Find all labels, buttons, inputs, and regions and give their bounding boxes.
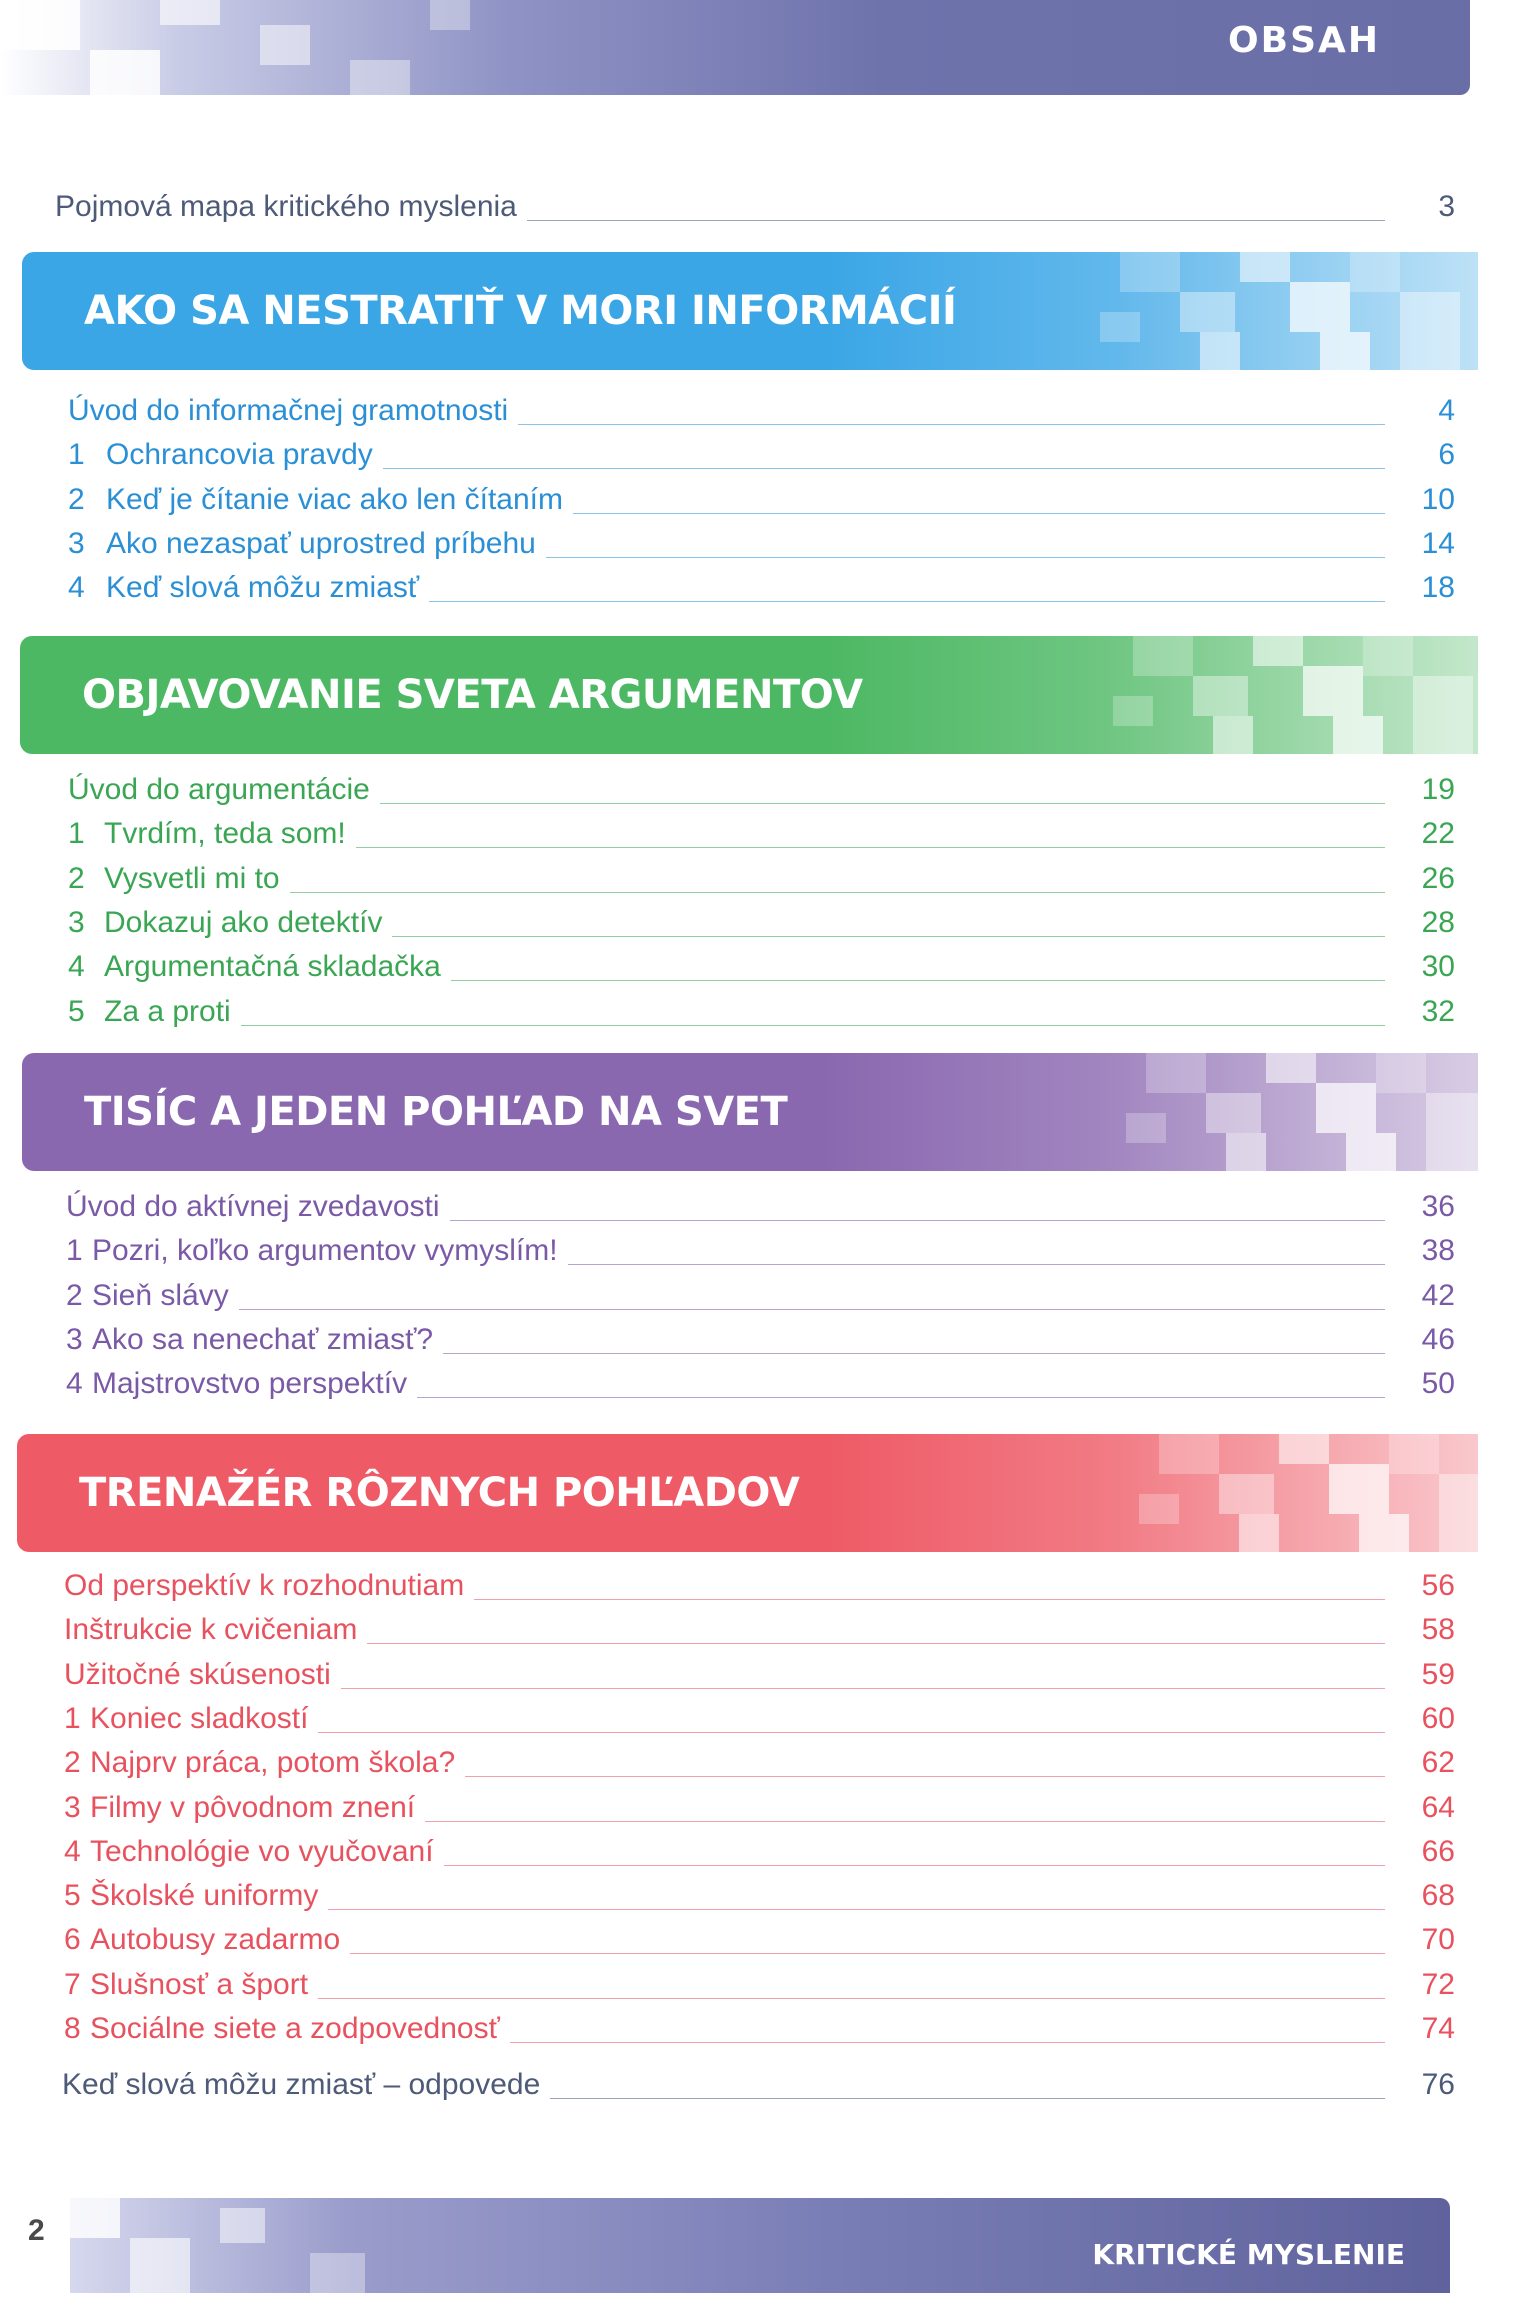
toc-leader-line [124,892,1385,893]
toc-entry[interactable] [0,1569,1531,1613]
banner-pixel-decoration [1219,1474,1274,1514]
page-title: OBSAH [1228,20,1380,61]
section-banner [22,252,1478,370]
toc-entry-page: 36 [1421,1190,1455,1223]
toc-entry-label: Úvod do aktívnej zvedavosti [66,1190,450,1224]
banner-pixel-decoration [1389,1434,1439,1474]
banner-pixel-decoration [1333,716,1383,754]
toc-leader-line [112,1309,1385,1310]
banner-pixel-decoration [1226,1133,1266,1171]
toc-entry-number: 1 [68,817,85,851]
toc-entry-page: 38 [1421,1234,1455,1268]
toc-entry-page: 4 [1438,394,1455,427]
toc-entry-label: Autobusy zadarmo [90,1923,350,1957]
toc-entry-page: 19 [1421,773,1455,806]
toc-entry-number: 5 [68,994,85,1028]
toc-entry-number: 4 [68,571,85,605]
toc-entry[interactable] [0,190,1531,234]
toc-entry-label: Sociálne siete a zodpovednosť [90,2012,510,2046]
toc-entry[interactable] [0,1658,1531,1702]
toc-entry-page: 68 [1421,1879,1455,1913]
banner-pixel-decoration [1206,1093,1261,1133]
toc-entry[interactable] [0,817,1531,861]
toc-entry[interactable] [0,1835,1531,1879]
toc-entry-label: Sieň slávy [92,1279,239,1313]
toc-entry-page: 72 [1421,1967,1455,2001]
toc-entry-number: 4 [66,1367,83,1401]
toc-entry-label: Dokazuj ako detektív [104,906,392,940]
toc-entry-label: Za a proti [104,995,241,1029]
toc-entry-number: 3 [64,1790,81,1824]
banner-pixel-decoration [1213,716,1253,754]
banner-pixel-decoration [1439,1474,1478,1552]
toc-entry-page: 14 [1421,526,1455,560]
toc-entry[interactable] [0,1791,1531,1835]
toc-entry-page: 56 [1421,1569,1455,1602]
toc-entry-number: 5 [64,1879,81,1913]
toc-entry-label: Od perspektív k rozhodnutiam [64,1569,474,1603]
toc-entry[interactable] [0,906,1531,950]
toc-entry-number: 6 [64,1923,81,1957]
toc-entry-page: 59 [1421,1657,1455,1691]
toc-entry[interactable] [0,1702,1531,1746]
toc-entry-page: 70 [1421,1923,1455,1957]
toc-entry-page: 64 [1421,1790,1455,1824]
banner-pixel-decoration [1113,696,1153,726]
toc-entry-number: 1 [66,1234,83,1268]
toc-entry-page: 30 [1421,950,1455,984]
toc-entry[interactable] [0,1323,1531,1367]
toc-entry[interactable] [0,438,1531,482]
toc-entry-label: Argumentačná skladačka [104,950,451,984]
toc-entry-label: Školské uniformy [90,1879,328,1913]
section-title: TISÍC A JEDEN POHĽAD NA SVET [84,1089,788,1135]
toc-entry-label: Úvod do argumentácie [68,773,380,807]
banner-pixel-decoration [1426,1093,1478,1171]
toc-leader-line [124,1025,1385,1026]
toc-entry-number: 1 [68,438,85,472]
banner-pixel-decoration [1346,1133,1396,1171]
toc-entry-number: 3 [68,526,85,560]
page-number: 2 [28,2214,45,2247]
banner-pixel-decoration [1139,1494,1179,1524]
toc-entry-label: Ochrancovia pravdy [106,438,383,472]
banner-pixel-decoration [1126,1113,1166,1143]
toc-entry[interactable] [0,862,1531,906]
toc-entry[interactable] [0,1746,1531,1790]
banner-pixel-decoration [1146,1053,1206,1093]
toc-entry-label: Pozri, koľko argumentov vymyslím! [92,1234,568,1268]
toc-entry-label: Koniec sladkostí [90,1702,318,1736]
banner-pixel-decoration [1239,1514,1279,1552]
toc-entry-label: Ako nezaspať uprostred príbehu [106,527,546,561]
toc-entry-number: 7 [64,1967,81,2001]
toc-entry[interactable] [0,995,1531,1039]
toc-entry-label: Najprv práca, potom škola? [90,1746,465,1780]
banner-pixel-decoration [1413,676,1473,754]
toc-entry[interactable] [0,1190,1531,1234]
toc-entry[interactable] [0,2012,1531,2056]
toc-entry[interactable] [0,2068,1531,2112]
toc-entry[interactable] [0,773,1531,817]
toc-entry[interactable] [0,571,1531,615]
section-banner [20,636,1478,754]
section-title: TRENAŽÉR RÔZNYCH POHĽADOV [79,1470,800,1516]
toc-entry-label: Keď slová môžu zmiasť [106,571,429,605]
toc-entry-page: 60 [1421,1701,1455,1735]
toc-entry-label: Úvod do informačnej gramotnosti [68,394,518,428]
toc-entry-page: 28 [1421,905,1455,939]
toc-entry-label: Vysvetli mi to [104,862,290,896]
banner-pixel-decoration [1329,1464,1389,1514]
banner-pixel-decoration [1320,332,1370,370]
toc-entry-page: 62 [1421,1746,1455,1780]
banner-pixel-decoration [1240,252,1290,282]
toc-entry[interactable] [0,950,1531,994]
banner-pixel-decoration [1316,1083,1376,1133]
toc-entry-label: Technológie vo vyučovaní [90,1835,444,1869]
toc-entry-number: 3 [66,1322,83,1356]
banner-pixel-decoration [1266,1053,1316,1083]
toc-entry-page: 22 [1421,817,1455,851]
toc-entry-page: 66 [1421,1834,1455,1868]
toc-entry-page: 26 [1421,861,1455,895]
toc-entry-page: 76 [1421,2068,1455,2101]
toc-entry-label: Ako sa nenechať zmiasť? [92,1323,443,1357]
section-title: OBJAVOVANIE SVETA ARGUMENTOV [82,672,863,718]
toc-entry-page: 6 [1438,438,1455,472]
banner-pixel-decoration [1193,676,1248,716]
banner-pixel-decoration [1400,292,1460,370]
toc-entry-number: 8 [64,2012,81,2045]
toc-entry-label: Pojmová mapa kritického myslenia [55,190,527,224]
toc-entry-label: Majstrovstvo perspektív [92,1367,417,1401]
toc-entry-number: 1 [64,1701,81,1735]
toc-entry-label: Keď je čítanie viac ako len čítaním [106,483,573,517]
toc-entry-label: Keď slová môžu zmiasť – odpovede [62,2068,550,2102]
toc-entry-number: 4 [64,1834,81,1868]
section-banner [22,1053,1478,1171]
toc-entry-page: 42 [1421,1278,1455,1312]
toc-entry-page: 74 [1421,2012,1455,2045]
toc-entry-page: 18 [1421,571,1455,605]
banner-pixel-decoration [1200,332,1240,370]
toc-entry[interactable] [0,394,1531,438]
toc-entry[interactable] [0,1968,1531,2012]
toc-entry-label: Tvrdím, teda som! [104,817,356,851]
header-band [0,0,1470,95]
toc-entry-label: Inštrukcie k cvičeniam [64,1613,367,1647]
toc-entry[interactable] [0,1234,1531,1278]
toc-entry-number: 3 [68,905,85,939]
toc-entry[interactable] [0,1367,1531,1411]
banner-pixel-decoration [1303,666,1363,716]
toc-entry-number: 4 [68,950,85,984]
toc-entry-page: 3 [1438,190,1455,223]
toc-entry-label: Filmy v pôvodnom znení [90,1791,425,1825]
toc-entry-page: 58 [1421,1613,1455,1647]
toc-entry-label: Slušnosť a šport [90,1968,318,2002]
toc-entry-number: 2 [68,482,85,516]
banner-pixel-decoration [1279,1434,1329,1464]
banner-pixel-decoration [1133,636,1193,676]
banner-pixel-decoration [1120,252,1180,292]
banner-pixel-decoration [1253,636,1303,666]
toc-entry-page: 10 [1421,482,1455,516]
footer-band [70,2198,1450,2293]
banner-pixel-decoration [1359,1514,1409,1552]
toc-entry-page: 50 [1421,1367,1455,1401]
toc-entry[interactable] [0,1879,1531,1923]
banner-pixel-decoration [1363,636,1413,676]
banner-pixel-decoration [1180,292,1235,332]
toc-entry[interactable] [0,483,1531,527]
toc-entry-number: 2 [66,1278,83,1312]
banner-pixel-decoration [1350,252,1400,292]
toc-entry[interactable] [0,1923,1531,1967]
banner-pixel-decoration [1290,282,1350,332]
section-title: AKO SA NESTRATIŤ V MORI INFORMÁCIÍ [84,288,957,334]
toc-entry-number: 2 [64,1746,81,1780]
banner-pixel-decoration [1376,1053,1426,1093]
toc-entry[interactable] [0,527,1531,571]
toc-entry-page: 32 [1421,994,1455,1028]
toc-entry[interactable] [0,1279,1531,1323]
toc-entry-number: 2 [68,861,85,895]
toc-entry-label: Užitočné skúsenosti [64,1658,341,1692]
book-title: KRITICKÉ MYSLENIE [1092,2238,1405,2271]
banner-pixel-decoration [1100,312,1140,342]
banner-pixel-decoration [1159,1434,1219,1474]
section-banner [17,1434,1478,1552]
toc-entry[interactable] [0,1613,1531,1657]
toc-entry-page: 46 [1421,1322,1455,1356]
